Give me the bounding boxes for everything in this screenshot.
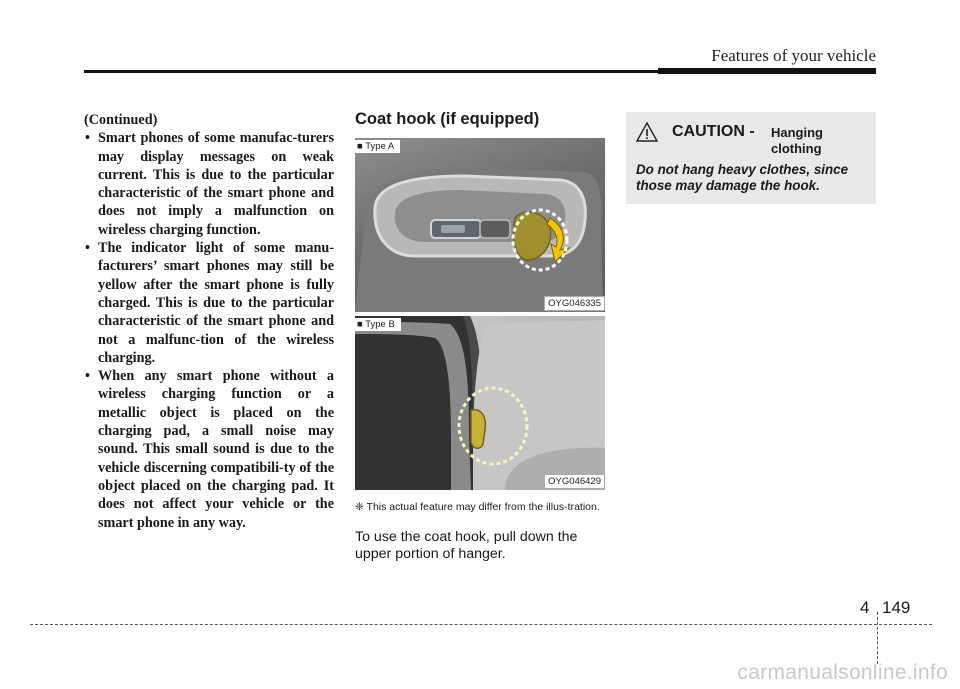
middle-column [355, 110, 607, 563]
page-header-title: Features of your vehicle [711, 46, 876, 65]
footer-divider [877, 612, 878, 664]
section-title: Coat hook (if equipped) [355, 110, 540, 128]
coat-hook-type-a-illustration [355, 138, 605, 312]
coat-hook-type-b-illustration [355, 316, 605, 490]
warning-triangle-icon [636, 122, 658, 142]
figure-type-a [355, 138, 605, 312]
footer-rule [30, 624, 932, 625]
bullet-item: • The indicator light of some manu-facturers’ smart phones may still be yellow after the smart phone is fully charged. This is due to the particular characteristic of the smart phone and not a malfunc-tion of the wireless charging. [84, 239, 334, 367]
bullet-item: • When any smart phone without a wireless charging function or a metallic object is placed on the charging pad, a small noise may sound. This small sound is due to the vehicle discerning compatibili-ty of the object placed on the charging pad. It does not affect your vehicle or the smart phone in any way. [84, 367, 334, 532]
illustration-note: ❈ This actual feature may differ from the illus-tration. [355, 501, 600, 513]
bullet-list [84, 129, 334, 532]
body-text: To use the coat hook, pull down the upper portion of hanger. [355, 529, 578, 562]
caution-subtitle: Hanging clothing [771, 125, 823, 156]
figure-code-b: OYG046429 [544, 474, 605, 489]
caution-label: CAUTION - [672, 123, 755, 140]
type-a-label: ■ Type A [355, 140, 400, 153]
continued-label: (Continued) [84, 112, 158, 128]
left-column [84, 111, 334, 532]
figure-code-a: OYG046335 [544, 296, 605, 311]
figure-type-b [355, 316, 605, 490]
chapter-number: 4 [860, 598, 870, 617]
bullet-item: • Smart phones of some manufac-turers may display messages on weak current. This is due to the particular characteristic of the smart phone and does not imply a malfunction on wireless charging function. [84, 129, 334, 239]
header-rule-accent [658, 68, 876, 74]
page-number: 149 [882, 598, 911, 617]
watermark: carmanualsonline.info [737, 661, 948, 684]
type-b-label: ■ Type B [355, 318, 401, 331]
caution-text: Do not hang heavy clothes, since those may damage the hook. [636, 162, 849, 193]
caution-box [626, 112, 876, 204]
